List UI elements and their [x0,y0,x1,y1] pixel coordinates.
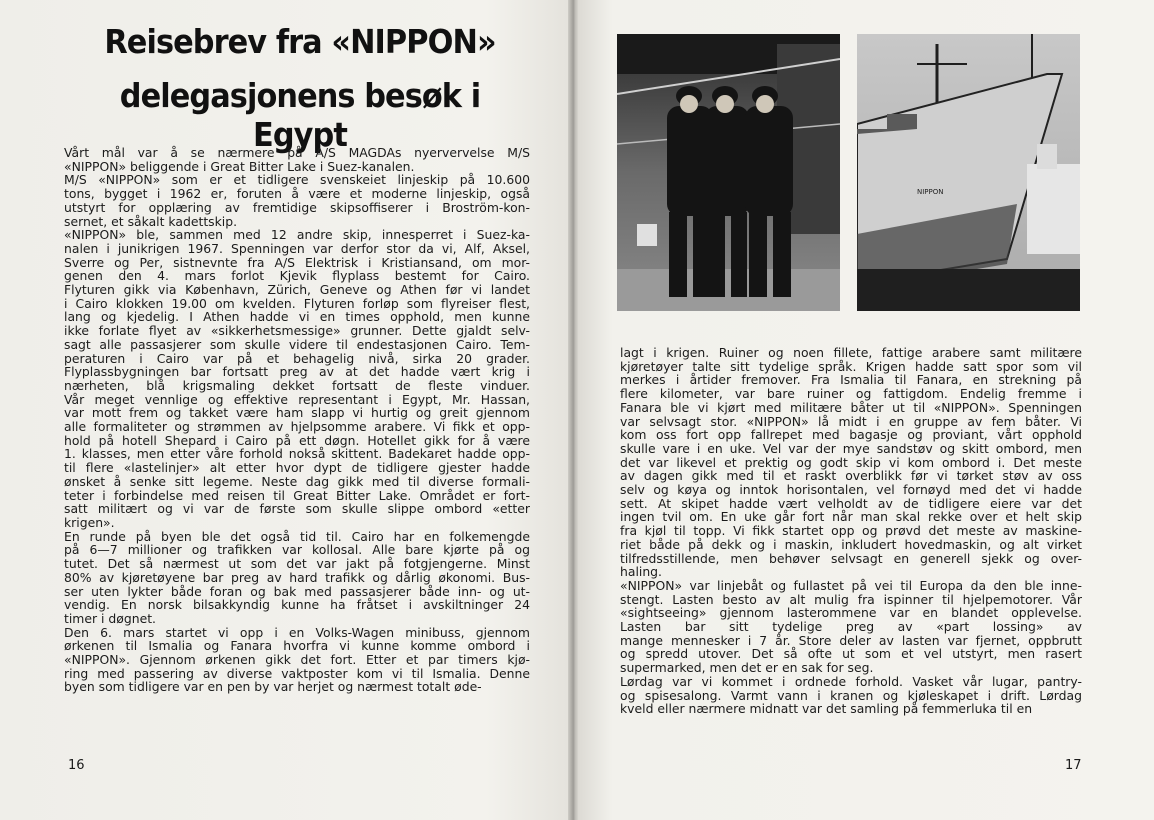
text-line: var mott frem og takket være ham slapp vi hurtig og greit gjennom [64,405,530,421]
text-line: haling. [620,564,662,580]
text-line: timer i døgnet. [64,610,156,626]
text-line: teter i forbindelse med reisen til Great Bitter Lake. Området er fort- [64,487,530,503]
ship-photo [857,34,1080,311]
text-line: lagt i krigen. Ruiner og noen fillete, fattige arabere samt militære [620,345,1082,360]
right-article-body [620,346,1082,716]
text-line: Fanara ble vi kjørt med militære båter ut til «NIPPON». Spenningen [620,399,1082,415]
text-line: genen den 4. mars forlot Kjevik flyplass bestemt for Cairo. [64,268,530,284]
text-line: var selvsagt stor. «NIPPON» lå midt i en gruppe av fem båter. Vi [620,413,1082,429]
text-line: nærheten, blå krigsmaling dekket fortsatt de fleste vinduer. [64,377,530,393]
text-line: Flyturen gikk via København, Zürich, Geneve og Athen før vi landet [64,282,530,298]
article-title-line-1: Reisebrev fra «NIPPON» [104,22,496,61]
left-article-body [64,146,530,694]
text-line: stengt. Lasten besto av alt mulig fra ispinner til hjelpemotorer. Vår [620,591,1082,607]
text-line: alle formaliteter og strømmen av hjelpsomme arabere. Vi fikk et opp- [64,419,530,435]
text-line: på 6—7 millioner og trafikken var kollosal. Alle bare kjørte på og [64,542,530,558]
page-number-right: 17 [1065,758,1082,773]
text-line: «NIPPON» var linjebåt og fullastet på vei til Europa da den ble inne- [620,577,1082,593]
text-line: sett. At skipet hadde vært velholdt av de tidligere eiere var det [620,495,1082,511]
text-line: av dagen gikk med til et raskt overblikk før vi tørket støv av oss [620,468,1082,484]
page-number-left: 16 [68,758,85,773]
text-line: peraturen i Cairo var på et behagelig nivå, sirka 20 grader. [64,350,530,366]
text-line: flere kilometer, var bare ruiner og fattigdom. Endelig fremme i [620,386,1082,402]
text-line: skulle vare i en uke. Vel var der mye sandstøv og skitt ombord, men [620,440,1082,456]
text-line: «NIPPON» beliggende i Great Bitter Lake i Suez-kanalen. [64,158,415,174]
text-line: selv og køya og inntok horisontalen, vel fornøyd med det vi hadde [620,482,1082,498]
text-line: Den 6. mars startet vi opp i en Volks-Wagen minibuss, gjennom [64,624,530,640]
text-line: fra kjøl til topp. Vi fikk startet opp og prøvd det meste av maskine- [620,523,1082,539]
text-line: lang og kjedelig. I Athen hadde vi en times opphold, men kunne [64,309,530,325]
text-line: i Cairo klokken 19.00 om kvelden. Flyturen forløp som flyreiser flest, [64,295,530,311]
text-line: sernet, et såkalt kadettskip. [64,213,238,229]
text-line: merkes i årtider fremover. Fra Ismalia til Fanara, en strekning på [620,372,1082,388]
text-line: til flere «lastelinjer» alt etter hvor dypt de tidligere gjester hadde [64,460,530,476]
ship-hull-name: NIPPON [917,188,944,196]
text-line: ser uten lykter både foran og bak med passasjerer både inn- og ut- [64,583,530,599]
text-line: Flyplassbygningen bar fortsatt preg av at det hadde vært krig i [64,364,530,380]
crew-photo [617,34,840,311]
text-line: ørkenen til Ismalia og Fanara hvorfra vi kunne komme ombord i [64,638,530,654]
text-line: mange mennesker i 7 år. Store deler av lasten var fjernet, oppbrutt [620,632,1082,648]
text-line: riet både på dekk og i maskin, inkludert hovedmaskin, og alt virket [620,536,1082,552]
text-line: «NIPPON». Gjennom ørkenen gikk det fort. Etter et par timers kjø- [64,652,530,668]
text-line: ønsket å senke sitt legeme. Neste dag gikk med til diverse formali- [64,473,530,489]
text-line: ingen tvil om. En uke går fort når man skal rekke over et helt skip [620,509,1082,525]
text-line: hold på hotell Shepard i Cairo på ett døgn. Hotellet gikk for å være [64,432,530,448]
text-line: Vårt mål var å se nærmere på A/S MAGDAs nyervervelse M/S [64,145,530,160]
text-line: satt militært og vi var de første som skulle slippe ombord «etter [64,501,530,517]
text-line: En runde på byen ble det også tid til. Cairo har en folkemengde [64,528,530,544]
text-line: kom oss fort opp fallrepet med bagasje og proviant, vårt opphold [620,427,1082,443]
text-line: «NIPPON» ble, sammen med 12 andre skip, innesperret i Suez-ka- [64,227,530,243]
text-line: Lørdag var vi kommet i ordnede forhold. Vasket vår lugar, pantry- [620,673,1082,689]
text-line: nalen i junikrigen 1967. Spenningen var derfor stor da vi, Alf, Aksel, [64,240,530,256]
text-line: og spredd utover. Det så ofte ut som et vel utstyrt, men rasert [620,646,1082,662]
text-line: kveld eller nærmere midnatt var det samling på femmerluka til en [620,701,1033,717]
text-line: M/S «NIPPON» som er et tidligere svenskeiet linjeskip på 10.600 [64,172,530,188]
text-line: vendig. En norsk bilsakkyndig kunne ha fråtset i avskiltninger 24 [64,597,530,613]
text-line: supermarked, men det er en sak for seg. [620,660,874,676]
text-line: det var likevel et prektig og godt skip vi kom ombord i. Det meste [620,454,1082,470]
text-line: krigen». [64,514,115,530]
text-line: kjøretøyer talte sitt tydelige språk. Krigen hadde satt spor som vil [620,358,1082,374]
text-line: 1. klasses, men etter våre forhold nokså skittent. Badekaret hadde opp- [64,446,530,462]
text-line: Vår meget vennlige og effektive representant i Egypt, Mr. Hassan, [64,391,530,407]
text-line: sagt alle passasjerer som skulle videre til endestasjonen Cairo. Tem- [64,336,530,352]
text-line: Sverre og Per, sistnevnte fra A/S Elektrisk i Kristiansand, om mor- [64,254,530,270]
text-line: Lasten bar sitt tydelige preg av «part lossing» av [620,619,1082,635]
text-line: «sightseeing» gjennom lasterommene var en blandet opplevelse. [620,605,1082,621]
text-line: tons, bygget i 1962 er, foruten å være et moderne linjeskip, også [64,186,530,202]
text-line: ring med passering av diverse vaktposter kom vi til Ismalia. Denne [64,665,530,681]
article-title-line-2: delegasjonens besøk i Egypt [119,76,481,154]
text-line: tilfredsstillende, men behøver selvsagt en generell sjekk og over- [620,550,1082,566]
text-line: ikke forlate flyet av «sikkerhetsmessige» grunner. Dette gjaldt selv- [64,323,530,339]
text-line: utstyrt for opplæring av fremtidige skipsoffiserer i Broström-kon- [64,199,530,215]
text-line: og spisesalong. Varmt vann i kranen og kjøleskapet i drift. Lørdag [620,687,1082,703]
text-line: 80% av kjøretøyene bar preg av hard trafikk og dårlig økonomi. Bus- [64,569,530,585]
text-line: tutet. Det så nærmest ut som det var jakt på fotgjengerne. Minst [64,556,530,572]
left-page [0,0,572,820]
text-line: byen som tidligere var en pen by var herjet og nærmest totalt øde- [64,679,482,695]
